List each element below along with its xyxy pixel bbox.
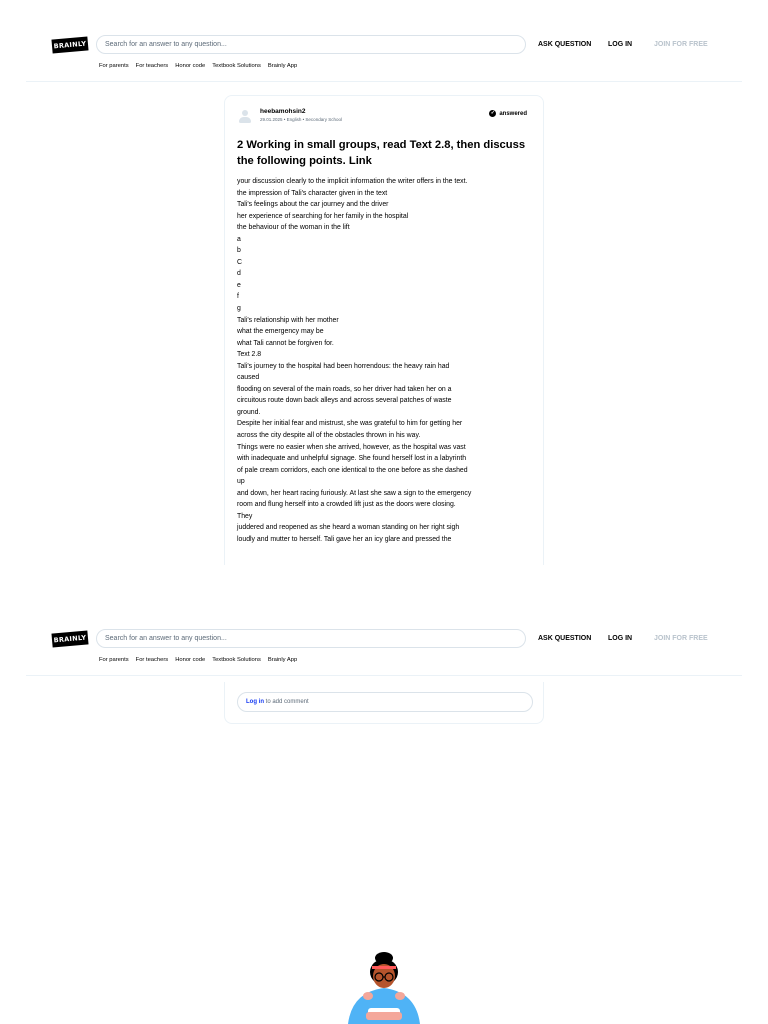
question-body-line: circuitous route down back alleys and across several patches of waste [237,397,452,405]
brainly-logo[interactable]: BRAINLY [51,630,88,647]
question-body-line: Despite her initial fear and mistrust, she was grateful to him for getting her [237,420,463,428]
subnav-honor-code[interactable]: Honor code [175,657,206,663]
check-icon: ✓ [490,110,495,116]
subnav-for-parents[interactable]: For parents [99,63,129,69]
author-name[interactable]: heebamohsin2 [260,108,306,115]
question-body-line: across the city despite all of the obstacles thrown in his way. [237,432,421,440]
subnav-brainly-app[interactable]: Brainly App [267,63,298,69]
question-body-line: the impression of Tali's character given in the text [237,189,388,197]
log-in-link[interactable]: LOG IN [608,635,633,642]
subnav [99,63,297,69]
question-body-line: C [237,258,242,266]
question-body-line: ground. [237,408,261,416]
answered-badge [489,110,527,117]
log-in-link[interactable]: LOG IN [608,41,633,48]
question-card [224,95,544,565]
brainly-logo[interactable]: BRAINLY [51,36,88,53]
question-body-line: They [237,512,253,520]
subnav-honor-code[interactable]: Honor code [175,63,206,69]
join-for-free-button[interactable]: JOIN FOR FREE [654,41,708,48]
ask-question-button[interactable]: ASK QUESTION [538,41,592,48]
question-body [237,176,537,546]
question-body-line: b [237,247,241,255]
question-body-line: flooding on several of the main roads, so her driver had taken her on a [237,385,452,393]
add-comment-field[interactable] [237,692,533,712]
question-body-line: your discussion clearly to the implicit information the writer offers in the text. [237,178,468,185]
ask-question-button[interactable]: ASK QUESTION [538,635,592,642]
subnav-textbook-solutions[interactable]: Textbook Solutions [212,63,261,69]
question-body-line: a [237,235,241,243]
reader-mascot-illustration [344,952,424,1024]
comment-login-link[interactable]: Log in [246,699,264,705]
search-input[interactable]: Search for an answer to any question... [96,629,526,648]
subnav [99,657,297,663]
question-body-line: what the emergency may be [237,328,324,336]
question-body-line: d [237,270,241,278]
subnav-for-teachers[interactable]: For teachers [135,657,169,663]
question-body-line: with inadequate and unhelpful signage. She found herself lost in a labyrinth [237,455,467,463]
question-body-line: e [237,281,241,289]
subnav-for-teachers[interactable]: For teachers [135,63,169,69]
join-for-free-button[interactable]: JOIN FOR FREE [654,635,708,642]
header-divider [26,81,742,82]
question-body-line: juddered and reopened as she heard a woman standing on her right sigh [237,524,460,532]
question-body-line: Text 2.8 [237,351,262,359]
answered-label: answered [499,110,527,117]
subnav-brainly-app[interactable]: Brainly App [267,657,298,663]
question-body-line: room and flung herself into a crowded lift just as the doors were closing. [237,501,456,509]
question-meta: 29.01.2025 • English • Secondary School [260,117,342,122]
question-body-line: loudly and mutter to herself. Tali gave her an icy glare and pressed the [237,535,452,543]
avatar[interactable] [238,110,252,124]
site-header [0,0,768,82]
question-body-line: g [237,305,241,313]
question-body-line: the behaviour of the woman in the lift [237,224,350,232]
comment-prompt: to add comment [264,699,309,705]
subnav-for-parents[interactable]: For parents [99,657,129,663]
question-body-line: Tali's feelings about the car journey and the driver [237,201,389,209]
question-body-line: caused [237,374,260,382]
search-input[interactable]: Search for an answer to any question... [96,35,526,54]
question-body-line: Tali's relationship with her mother [237,316,339,324]
site-header-sticky [0,594,768,676]
question-body-line: Things were no easier when she arrived, however, as the hospital was vast [237,443,466,451]
subnav-textbook-solutions[interactable]: Textbook Solutions [212,657,261,663]
question-body-line: of pale cream corridors, each one identical to the one before as she dashed [237,466,468,474]
question-body-line: Tali's journey to the hospital had been horrendous: the heavy rain had [237,362,450,370]
question-body-line: up [237,478,245,486]
question-body-line: her experience of searching for her family in the hospital [237,212,409,220]
question-body-line: and down, her heart racing furiously. At last she saw a sign to the emergency [237,489,472,497]
question-body-line: f [237,293,239,301]
comment-card [224,682,544,724]
question-title: 2 Working in small groups, read Text 2.8, then discuss the following points. Link [237,139,526,167]
header-divider [26,675,742,676]
question-body-line: what Tali cannot be forgiven for. [237,339,334,347]
